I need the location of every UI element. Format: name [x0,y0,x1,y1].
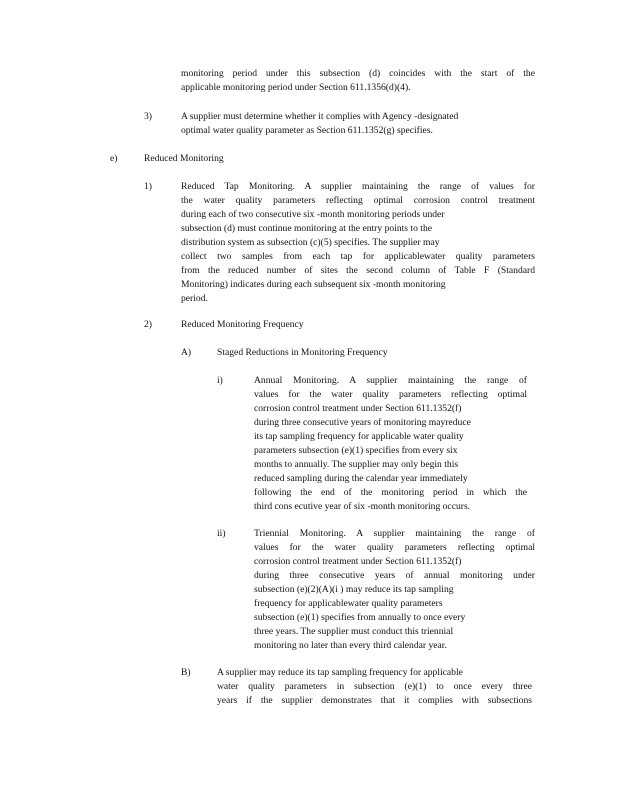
text-line: frequency for applicablewater quality parameters [254,598,443,609]
text-line: months to annually. The supplier may only begin this [254,459,459,470]
item-number: 3) [144,111,152,122]
section-letter: e) [110,153,118,164]
text-line: during three consecutive years of monitoring mayreduce [254,417,471,428]
text-line: period. [181,293,208,304]
text-line: collect two samples from each tap for applicablewater quality parameters [181,251,535,262]
text-line: from the reduced number of sites the second column of Table F (Standard [181,265,535,276]
text-line: Monitoring) indicates during each subsequent six -month monitoring [181,279,446,290]
section-heading: Reduced Monitoring [144,153,224,164]
text-line: during three consecutive years of annual monitoring under [254,570,535,581]
roman-numeral: i) [217,375,223,386]
item-3-paragraph [181,110,521,138]
text-line: Annual Monitoring. A supplier maintaining the range of [254,375,527,386]
text-line: subsection (e)(2)(A)(i ) may reduce its tap sampling [254,584,454,595]
item-b-paragraph [217,666,532,708]
text-line: years if the supplier demonstrates that it complies with subsections [217,695,532,706]
text-line: corrosion control treatment under Section 611.1352(f) [254,556,462,567]
text-line: subsection (d) must continue monitoring at the entry points to the [181,223,432,234]
item-ii-paragraph [254,527,535,653]
subitem-letter: A) [181,347,192,358]
text-line: applicable monitoring period under Section 611.1356(d)(4). [181,82,411,93]
text-line: distribution system as subsection (c)(5) specifies. The supplier may [181,237,440,248]
item-1-paragraph [181,180,535,306]
text-line: following the end of the monitoring period in which the [254,487,527,498]
item-number: 2) [144,319,152,330]
text-line: third cons ecutive year of six -month monitoring occurs. [254,501,471,512]
text-line: Triennial Monitoring. A supplier maintaining the range of [254,528,535,539]
item-number: 1) [144,181,152,192]
text-line: Reduced Tap Monitoring. A supplier maintaining the range of values for [181,181,535,192]
text-line: values for the water quality parameters reflecting optimal [254,542,535,553]
text-line: A supplier must determine whether it complies with Agency -designated [181,111,459,122]
text-line: parameters subsection (e)(1) specifies from every six [254,445,458,456]
text-line: the water quality parameters reflecting optimal corrosion control treatment [181,195,535,206]
subitem-letter: B) [181,667,191,678]
subitem-heading: Staged Reductions in Monitoring Frequency [217,347,388,358]
text-line: subsection (e)(1) specifies from annually to once every [254,612,466,623]
continuation-paragraph [181,67,535,95]
text-line: A supplier may reduce its tap sampling frequency for applicable [217,667,463,678]
text-line: water quality parameters in subsection (e)(1) to once every three [217,681,532,692]
text-line: values for the water quality parameters reflecting optimal [254,389,527,400]
text-line: three years. The supplier must conduct this triennial [254,626,454,637]
text-line: during each of two consecutive six -month monitoring periods under [181,209,445,220]
text-line: corrosion control treatment under Section 611.1352(f) [254,403,462,414]
text-line: monitoring no later than every third calendar year. [254,640,447,651]
text-line: monitoring period under this subsection (d) coincides with the start of the [181,68,535,79]
text-line: reduced sampling during the calendar year immediately [254,473,468,484]
text-line: optimal water quality parameter as Section 611.1352(g) specifies. [181,125,433,136]
roman-numeral: ii) [217,528,226,539]
text-line: its tap sampling frequency for applicable water quality [254,431,464,442]
item-i-paragraph [254,374,527,514]
item-heading: Reduced Monitoring Frequency [181,319,304,330]
